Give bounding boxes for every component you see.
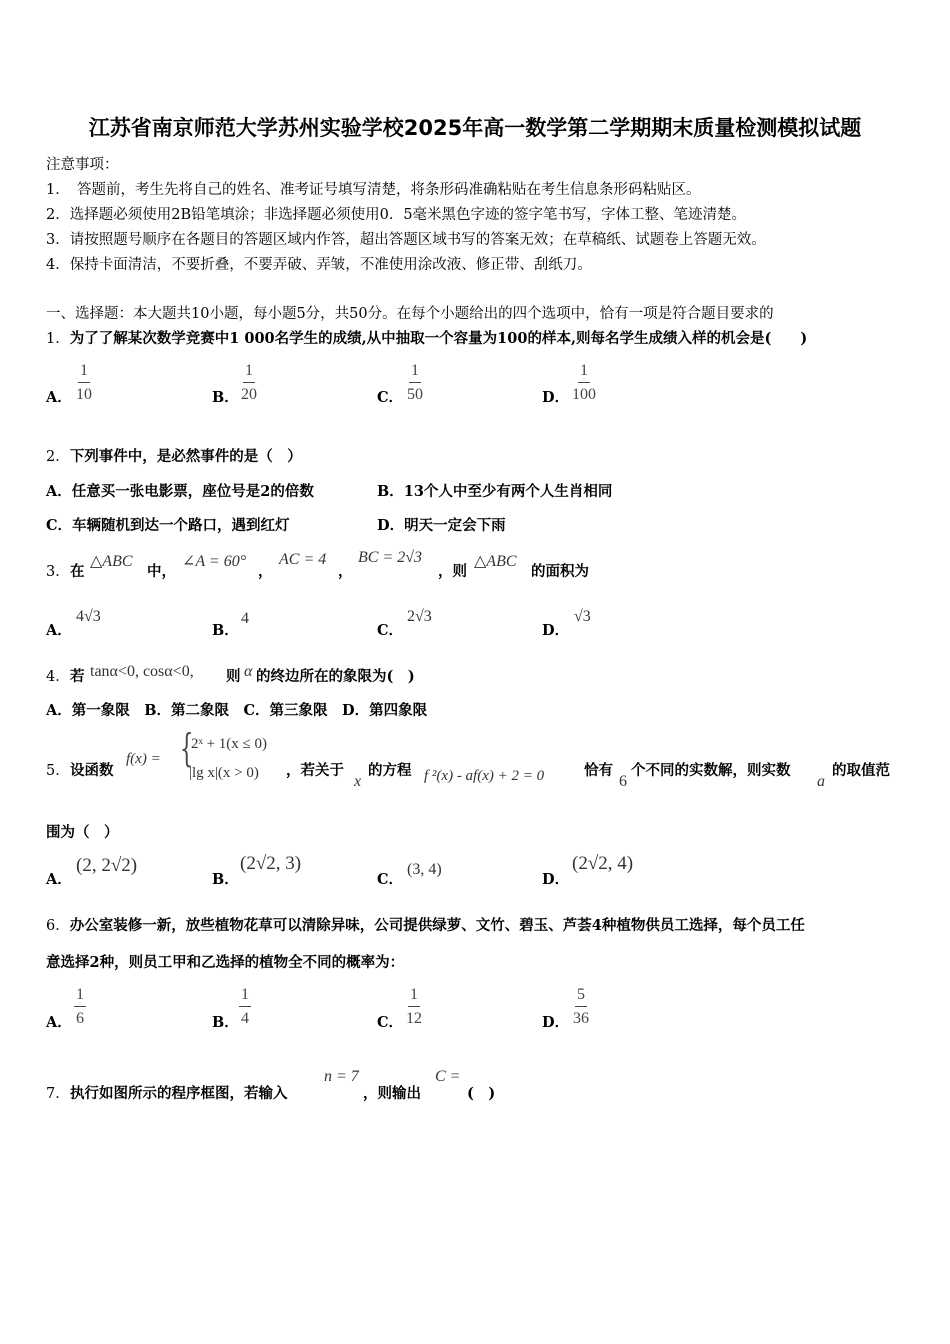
q5-text: ，若关于 <box>286 762 344 779</box>
q7-text: ，则输出 <box>363 1085 421 1102</box>
q5-text: 恰有 <box>584 762 613 779</box>
q4-text: 的终边所在的象限为( ) <box>256 668 415 685</box>
q5-text-continued: 围为（ ） <box>46 824 119 841</box>
option-a: A．任意买一张电影票，座位号是2的倍数 <box>46 483 314 500</box>
option-b-value: 4 <box>241 610 249 627</box>
option-d: D．明天一定会下雨 <box>377 517 506 534</box>
option-c-fraction: $\frac{1}{12}$ <box>406 986 422 1027</box>
q5-piece-1: 2ˣ + 1(x ≤ 0) <box>191 736 268 752</box>
question-text: 为了了解某次数学竞赛中1 000名学生的成绩,从中抽取一个容量为100的样本,则每名学生成绩入样的机会是( ) <box>69 330 808 347</box>
option-label-c: C． <box>377 871 404 888</box>
question-number: 2． <box>46 449 70 465</box>
option-d-value: √3 <box>574 608 591 625</box>
option-label-c: C． <box>377 622 404 639</box>
question-1 <box>46 327 807 348</box>
q7-text: 执行如图所示的程序框图，若输入 <box>70 1085 288 1102</box>
question-7-number: 7． <box>46 1086 70 1102</box>
option-label-a: A． <box>46 871 72 888</box>
q3-text: 在 <box>70 563 85 580</box>
q4-text: 则 <box>226 668 241 685</box>
option-c-value: 2√3 <box>407 608 432 625</box>
option-b-fraction: $\frac{1}{20}$ <box>241 362 257 403</box>
option-label-d: D． <box>542 389 570 406</box>
question-text: 办公室装修一新，放些植物花草可以清除异味，公司提供绿萝、文竹、碧玉、芦荟4种植物供员工选择，每个员工任 <box>69 917 805 934</box>
q3-text: 中， <box>147 563 176 580</box>
q5-equation: f ²(x) - af(x) + 2 = 0 <box>424 768 545 784</box>
option-label-d: D． <box>542 1014 570 1031</box>
option-label-b: B． <box>212 622 239 639</box>
option-b-value: (2√2, 3) <box>240 853 302 874</box>
piecewise-brace: { <box>180 726 194 770</box>
notice-item: 3．请按照题号顺序在各题目的答题区域内作答，超出答题区域书写的答案无效；在草稿纸、试题卷上答题无效。 <box>46 232 766 248</box>
q5-piece-2: |lg x|(x > 0) <box>189 765 259 781</box>
q4-math-condition: tanα<0, cosα<0, <box>90 663 194 680</box>
option-label-c: C． <box>377 389 404 406</box>
q4-text: 若 <box>70 668 85 685</box>
q7-math-c: C = <box>435 1068 461 1085</box>
option-d-fraction: $\frac{1}{100}$ <box>572 362 596 403</box>
q3-text: ， <box>258 563 273 580</box>
option-c: C．车辆随机到达一个路口，遇到红灯 <box>46 517 290 534</box>
q7-math-n: n = 7 <box>324 1068 359 1085</box>
option-label-b: B． <box>212 1014 239 1031</box>
q4-math-alpha: α <box>244 663 253 680</box>
q5-math-a: a <box>817 773 825 790</box>
q3-math-triangle: △ABC <box>90 553 133 570</box>
option-a-fraction: $\frac{1}{10}$ <box>76 362 92 403</box>
notice-item: 1． 答题前，考生先将自己的姓名、准考证号填写清楚，将条形码准确粘贴在考生信息条形码粘贴区。 <box>46 182 701 198</box>
notice-item: 2．选择题必须使用2B铅笔填涂；非选择题必须使用0．5毫米黑色字迹的签字笔书写，字体工整、笔迹清楚。 <box>46 207 747 223</box>
q3-text: ， <box>338 563 353 580</box>
option-label-a: A． <box>46 622 72 639</box>
option-label-a: A． <box>46 389 72 406</box>
q3-math-ac: AC = 4 <box>279 551 327 568</box>
option-b-fraction: $\frac{1}{4}$ <box>241 986 249 1027</box>
page-title: 江苏省南京师范大学苏州实验学校2025年高一数学第二学期期末质量检测模拟试题 <box>88 116 862 140</box>
question-number: 1． <box>46 331 70 347</box>
option-a-value: (2, 2√2) <box>76 855 138 876</box>
option-label-d: D． <box>542 622 570 639</box>
option-a-fraction: $\frac{1}{6}$ <box>76 986 84 1027</box>
option-c-value: (3, 4) <box>407 861 442 878</box>
question-number: 6． <box>46 918 70 934</box>
option-label-d: D． <box>542 871 570 888</box>
option-label-c: C． <box>377 1014 404 1031</box>
notice-heading: 注意事项： <box>46 157 119 173</box>
option-c-fraction: $\frac{1}{50}$ <box>407 362 423 403</box>
q5-text: 个不同的实数解，则实数 <box>631 762 791 779</box>
section-heading: 一、选择题：本大题共10小题，每小题5分，共50分。在每个小题给出的四个选项中，恰有一项是符合题目要求的 <box>46 306 774 322</box>
q5-math-six: 6 <box>619 773 627 790</box>
q5-text: 的取值范 <box>832 762 890 779</box>
notice-item: 4．保持卡面清洁，不要折叠，不要弄破、弄皱，不准使用涂改液、修正带、刮纸刀。 <box>46 257 592 273</box>
q3-math-bc: BC = 2√3 <box>358 549 423 566</box>
option-d-fraction: $\frac{5}{36}$ <box>573 986 589 1027</box>
q5-function-name: f(x) = <box>126 751 161 767</box>
question-text: 下列事件中，是必然事件的是（ ） <box>69 448 302 465</box>
question-3-number: 3． <box>46 564 70 580</box>
option-label-a: A． <box>46 1014 72 1031</box>
option-label-b: B． <box>212 389 239 406</box>
question-4-number: 4． <box>46 669 70 685</box>
question-6 <box>46 914 805 935</box>
option-label-b: B． <box>212 871 239 888</box>
question-6-continued: 意选择2种，则员工甲和乙选择的植物全不同的概率为： <box>46 954 405 971</box>
q4-options: A．第一象限 B．第二象限 C．第三象限 D．第四象限 <box>46 702 428 719</box>
question-2 <box>46 445 302 466</box>
q3-math-angle: ∠A = 60° <box>182 553 247 570</box>
q5-math-x: x <box>354 773 362 790</box>
option-d-value: (2√2, 4) <box>572 853 634 874</box>
q7-text: ( ) <box>467 1085 496 1102</box>
q3-math-triangle: △ABC <box>474 553 517 570</box>
q3-text: 的面积为 <box>531 563 589 580</box>
q5-text: 的方程 <box>368 762 412 779</box>
q3-text: ，则 <box>438 563 467 580</box>
q5-text: 设函数 <box>70 762 114 779</box>
option-a-value: 4√3 <box>76 608 101 625</box>
option-b: B．13个人中至少有两个人生肖相同 <box>377 483 613 500</box>
question-5-number: 5． <box>46 763 70 779</box>
